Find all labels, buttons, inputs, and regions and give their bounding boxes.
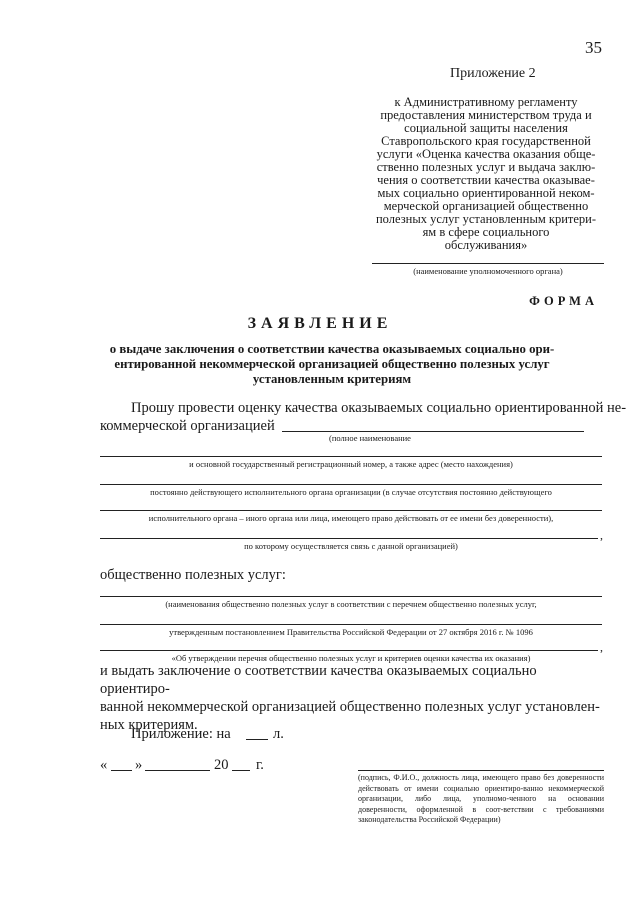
caption-services-name: (наименования общественно полезных услуг в соответствии с перечнем общественно полезных услуг, (165, 599, 537, 609)
date-open-quote: « (100, 757, 108, 773)
date-year-field[interactable] (232, 770, 250, 771)
appendix-line: ственно полезных услуг и выдача заклю- (376, 160, 596, 174)
services-field-3[interactable] (100, 650, 598, 651)
org-name-field[interactable] (282, 431, 584, 432)
appendix-line: Ставропольского края государственной (381, 134, 591, 148)
conclusion-line: и выдать заключение о соответствии качества оказываемых социально ориентиро- (100, 663, 537, 697)
caption-other-body: исполнительного органа – иного органа или лица, имеющего право действовать от ее имени без доверенности), (148, 513, 554, 523)
attachment-label: Приложение: на (131, 726, 231, 742)
request-line-2: коммерческой организацией (100, 418, 275, 434)
appendix-line: к Административному регламенту (394, 95, 578, 109)
date-month-field[interactable] (145, 770, 210, 771)
attachment-suffix: л. (273, 726, 284, 742)
appendix-line: чения о соответствии качества оказывае- (377, 173, 595, 187)
appendix-line: услуги «Оценка качества оказания обще- (376, 147, 596, 161)
subtitle-line: о выдаче заключения о соответствии качества оказываемых социально ори- (109, 342, 555, 356)
form-label: ФОРМА (529, 294, 598, 308)
caption-decree: утвержденным постановлением Правительства Российской Федерации от 27 октября 2016 г. № 1096 (169, 627, 533, 637)
conclusion-line: ных критериям. (100, 717, 198, 733)
date-year-prefix: 20 (214, 757, 229, 773)
org-ogrn-field[interactable] (100, 456, 602, 457)
services-field[interactable] (100, 596, 602, 597)
appendix-line: ям в сфере социального (422, 225, 550, 239)
caption-full-name: (полное наименование (329, 433, 411, 443)
document-title: ЗАЯВЛЕНИЕ (247, 315, 393, 332)
signature-caption: (подпись, Ф.И.О., должность лица, имеющего право без доверенности действовать от имени социально ориентиро-ванно некоммерческой организации, либо лица, уполномо-ченного на основании доверенности, оформленной в соот-ветствии с требованиями законодательства Российской Федерации) (358, 773, 604, 824)
subtitle-line: установленным критериям (252, 372, 412, 386)
exec-body-field[interactable] (100, 484, 602, 485)
attachment-pages-field[interactable] (246, 739, 268, 740)
services-field-2[interactable] (100, 624, 602, 625)
appendix-line: обслуживания» (444, 238, 528, 252)
appendix-line: мых социально ориентированной неком- (377, 186, 595, 200)
contact-field[interactable] (100, 538, 598, 539)
caption-exec-body: постоянно действующего исполнительного органа организации (в случае отсутствия постоянно действующего (150, 487, 552, 497)
appendix-line: социальной защиты населения (404, 121, 568, 135)
signature-field[interactable] (358, 770, 604, 771)
caption-decree-title: «Об утверждении перечня общественно полезных услуг и критериев оценки качества их оказания) (171, 653, 531, 663)
page-number: 35 (585, 38, 602, 57)
appendix-line: предоставления министерством труда и (380, 108, 592, 122)
document-subtitle (100, 342, 564, 387)
request-line-1: Прошу провести оценку качества оказываемых социально ориентированной не- (131, 400, 627, 416)
other-body-field[interactable] (100, 510, 602, 511)
contact-comma: , (600, 528, 603, 542)
appendix-line: полезных услуг установленным критери- (375, 212, 596, 226)
caption-ogrn: и основной государственный регистрационный номер, а также адрес (место нахождения) (189, 459, 513, 469)
conclusion-paragraph (100, 662, 604, 734)
authority-line[interactable] (372, 263, 604, 264)
authority-caption: (наименование уполномоченного органа) (413, 266, 563, 276)
subtitle-line: ентированной некоммерческой организацией общественно полезных услуг (114, 357, 550, 371)
appendix-line: мерческой организацией общественно (383, 199, 589, 213)
date-close-quote: » (135, 757, 143, 773)
services-label: общественно полезных услуг: (100, 567, 286, 583)
date-day-field[interactable] (111, 770, 132, 771)
date-year-suffix: г. (256, 757, 264, 773)
conclusion-line: ванной некоммерческой организацией общественно полезных услуг установлен- (100, 699, 600, 715)
appendix-reference (370, 96, 602, 252)
services-comma: , (600, 640, 603, 654)
appendix-title: Приложение 2 (450, 66, 536, 81)
caption-contact: по которому осуществляется связь с данной организацией) (244, 541, 458, 551)
